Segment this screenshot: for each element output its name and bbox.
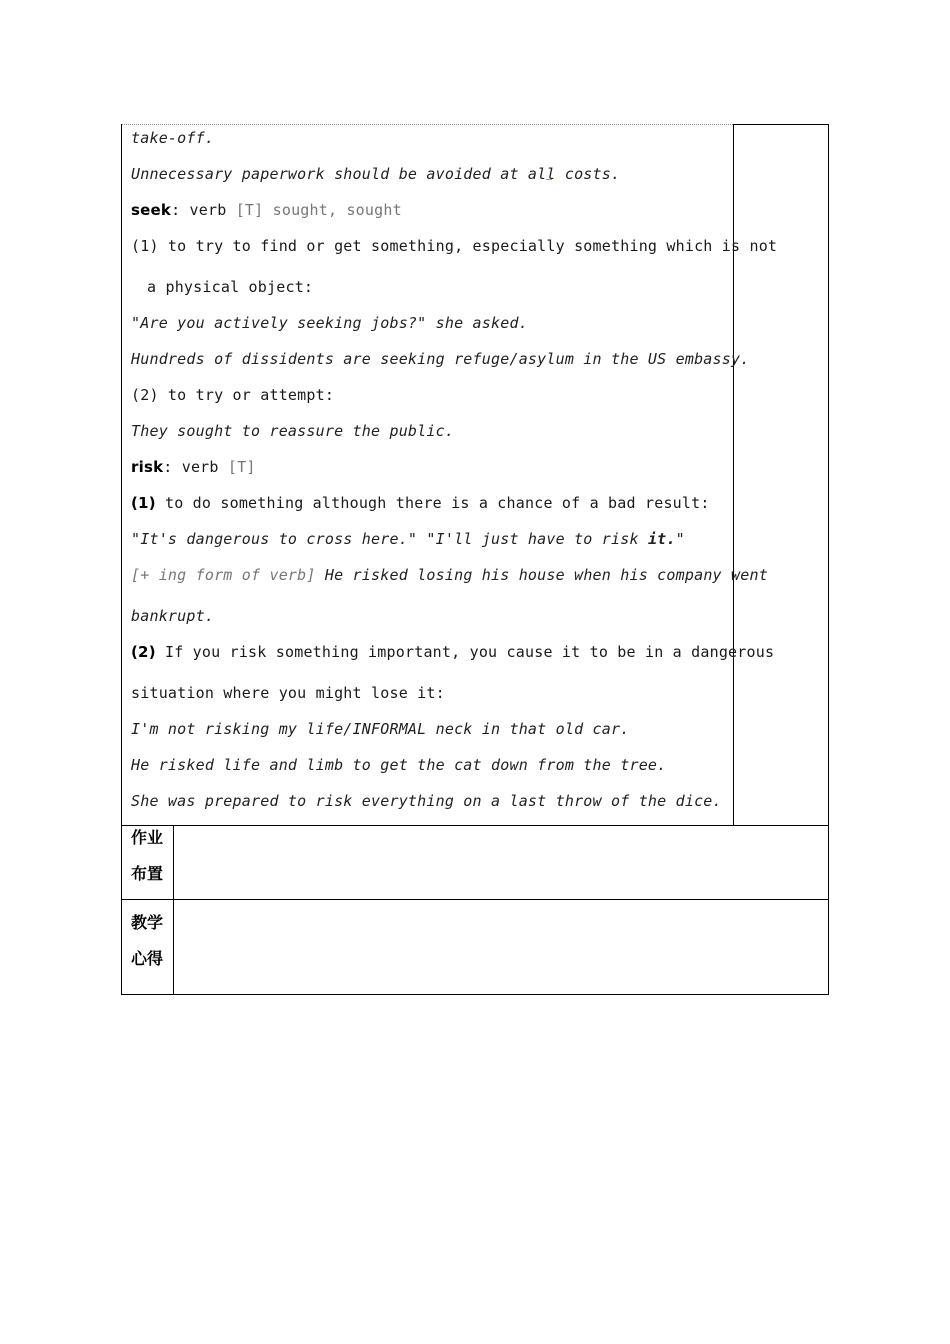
text-line: situation where you might lose it: xyxy=(131,684,445,702)
text-line: take-off. xyxy=(131,129,215,147)
example-line: "Are you actively seeking jobs?" she asked. xyxy=(131,314,528,332)
entry-risk xyxy=(131,457,256,477)
example-text: "It's dangerous to cross here." "I'll just have to risk xyxy=(131,530,648,548)
example-line: bankrupt. xyxy=(131,607,215,625)
pos: : verb xyxy=(171,201,236,219)
reflection-label-line1: 教学 xyxy=(131,913,164,932)
headword: risk xyxy=(131,458,164,476)
example-text: " xyxy=(675,530,685,548)
grammar-note: [+ ing form of verb] xyxy=(131,566,316,584)
text-line xyxy=(131,642,774,662)
bottom-border xyxy=(121,994,829,995)
text-line: Unnecessary paperwork should be avoided at all costs. xyxy=(131,165,621,183)
example-line: They sought to reassure the public. xyxy=(131,422,455,440)
notes-column-cell[interactable] xyxy=(734,125,828,825)
sense-number: (1) xyxy=(131,494,156,512)
definition: If you risk something important, you cause it to be in a dangerous xyxy=(164,643,775,661)
reflection-label-line2: 心得 xyxy=(131,949,164,968)
example-line: She was prepared to risk everything on a last throw of the dice. xyxy=(131,792,722,810)
forms: [T] xyxy=(227,458,256,476)
example-text: He risked losing his house when his company went xyxy=(324,566,768,584)
example-emphasis: it. xyxy=(647,530,676,548)
example-line xyxy=(131,565,768,585)
homework-label-line2: 布置 xyxy=(131,864,164,883)
headword: seek xyxy=(131,201,172,219)
entry-seek xyxy=(131,200,402,220)
example-line: I'm not risking my life/INFORMAL neck in that old car. xyxy=(131,720,630,738)
homework-content-cell[interactable] xyxy=(174,826,828,899)
top-dotted-border xyxy=(121,124,733,125)
definition: to do something although there is a chance of a bad result: xyxy=(155,494,710,512)
sense-number: (2) xyxy=(131,643,156,661)
example-line: He risked life and limb to get the cat down from the tree. xyxy=(131,756,667,774)
pos: : verb xyxy=(163,458,228,476)
example-line xyxy=(131,529,685,549)
left-border xyxy=(121,124,122,995)
text-line: a physical object: xyxy=(147,278,314,296)
homework-label-line1: 作业 xyxy=(131,828,164,847)
text-line: (1) to try to find or get something, especially something which is not xyxy=(131,237,778,255)
reflection-content-cell[interactable] xyxy=(174,900,828,994)
right-border xyxy=(828,124,829,995)
example-line: Hundreds of dissidents are seeking refuge/asylum in the US embassy. xyxy=(131,350,750,368)
forms: [T] sought, sought xyxy=(235,201,402,219)
text-line: (2) to try or attempt: xyxy=(131,386,335,404)
text-line xyxy=(131,493,710,513)
